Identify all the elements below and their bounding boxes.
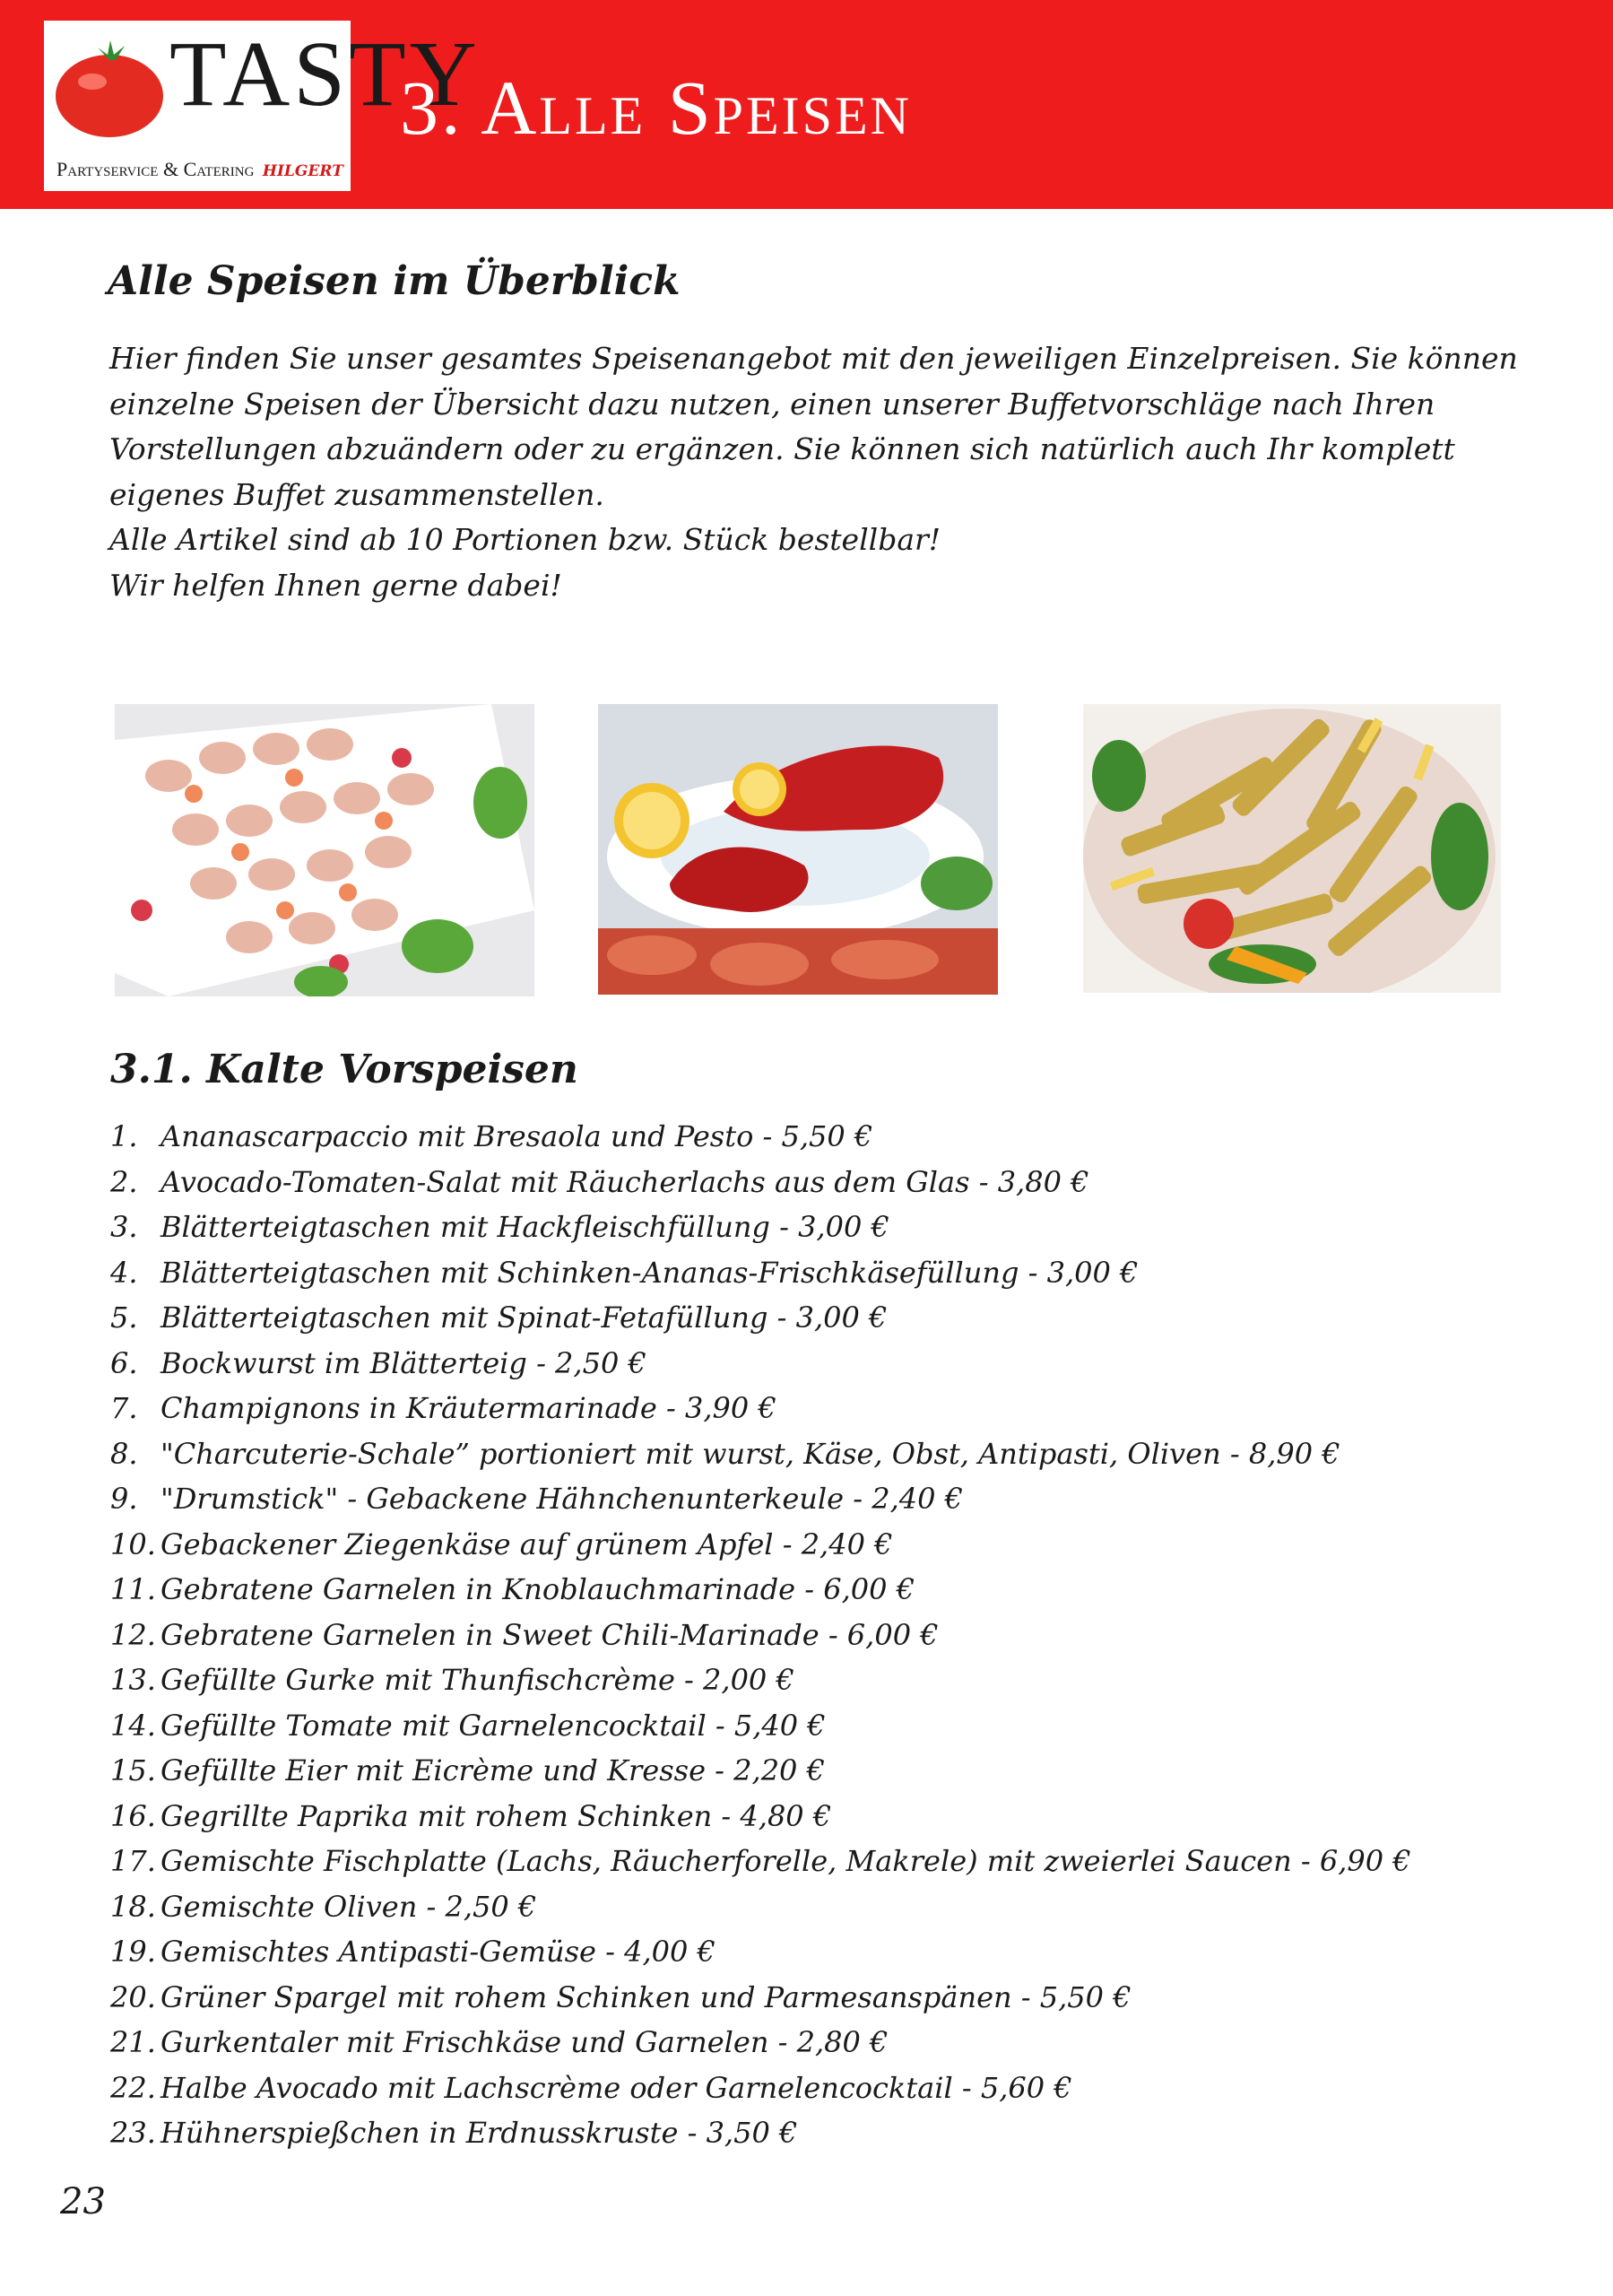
menu-item-number: 19. [110,1935,156,1969]
section-heading: 3.1. Kalte Vorspeisen [110,1047,578,1092]
intro-paragraph: Wir helfen Ihnen gerne dabei! [109,567,562,603]
menu-item-number: 6. [110,1345,138,1380]
menu-item [110,1476,1411,1522]
menu-item-number: 12. [110,1617,156,1652]
tomato-icon [51,30,168,146]
menu-item [110,1748,1411,1794]
brand-tagline-text: Partyservice & Catering [56,158,255,180]
menu-item-text: Blätterteigtaschen mit Spinat-Fetafüllung - 3,00 € [160,1300,888,1335]
menu-item-text: Bockwurst im Blätterteig - 2,50 € [160,1345,646,1380]
menu-item-text: Champignons in Kräutermarinade - 3,90 € [160,1391,776,1425]
menu-item-text: Gefüllte Eier mit Eicrème und Kresse - 2,20 € [160,1753,825,1787]
menu-item-text: Blätterteigtaschen mit Schinken-Ananas-Frischkäsefüllung - 3,00 € [160,1255,1139,1290]
menu-item-text: Gebratene Garnelen in Knoblauchmarinade - 6,00 € [160,1572,915,1606]
menu-item-text: Ananascarpaccio mit Bresaola und Pesto - 5,50 € [160,1119,873,1153]
menu-item-number: 3. [110,1210,138,1244]
menu-item [110,1839,1411,1884]
menu-item-number: 23. [110,2116,156,2150]
menu-item-number: 22. [110,2070,156,2105]
menu-item-number: 7. [110,1391,138,1425]
menu-item [110,2110,1411,2156]
menu-item [110,1522,1411,1568]
menu-item [110,1205,1411,1250]
menu-item-number: 14. [110,1708,156,1743]
menu-item [110,1431,1411,1477]
page-number: 23 [60,2181,106,2222]
brand-signature: hilgert [262,155,343,181]
menu-item-text: "Charcuterie-Schale” portioniert mit wurst, Käse, Obst, Antipasti, Oliven - 8,90 € [160,1436,1340,1471]
menu-item-text: Avocado-Tomaten-Salat mit Räucherlachs aus dem Glas - 3,80 € [160,1164,1089,1199]
menu-item-number: 13. [110,1663,156,1697]
menu-item-text: Gebratene Garnelen in Sweet Chili-Marinade - 6,00 € [160,1617,939,1652]
menu-item-text: Hühnerspießchen in Erdnusskruste - 3,50 € [160,2116,798,2150]
header-bar [0,0,1613,209]
photo-skewers-platter [115,704,534,996]
menu-item [110,1613,1411,1658]
menu-item-number: 16. [110,1798,156,1833]
menu-item [110,1341,1411,1387]
menu-item [110,1703,1411,1749]
menu-item-number: 4. [110,1255,138,1290]
intro-paragraph: Alle Artikel sind ab 10 Portionen bzw. Stück bestellbar! [109,522,941,557]
menu-item-number: 20. [110,1979,156,2014]
menu-item-number: 1. [110,1119,138,1153]
menu-item-number: 21. [110,2025,156,2059]
menu-item-text: Gefüllte Gurke mit Thunfischcrème - 2,00 € [160,1663,794,1697]
menu-item-text: Gegrillte Paprika mit rohem Schinken - 4,80 € [160,1798,832,1833]
menu-item [110,1794,1411,1839]
photo-chicken-skewers [1083,704,1501,993]
photo-lobster [598,704,998,995]
brand-logo [44,21,481,191]
menu-item-number: 18. [110,1889,156,1924]
intro-paragraph: Hier finden Sie unser gesamtes Speisenangebot mit den jeweiligen Einzelpreisen. Sie können einzelne Speisen der Übersicht dazu nutzen, einen unserer Buffetvorschläge nach Ihren Vorstellungen abzuändern oder zu ergänzen. Sie können sich natürlich auch Ihr komplett eigenes Buffet zusammenstellen. [109,341,1518,512]
intro-heading: Alle Speisen im Überblick [108,258,681,304]
menu-item-number: 8. [110,1436,138,1471]
menu-item [110,1160,1411,1205]
menu-item-number: 9. [110,1482,138,1516]
menu-item [110,1929,1411,1975]
brand-tagline [56,155,343,181]
menu-item [110,1114,1411,1160]
menu-item-text: Grüner Spargel mit rohem Schinken und Parmesanspänen - 5,50 € [160,1979,1132,2014]
menu-item-text: Gefüllte Tomate mit Garnelencocktail - 5,40 € [160,1708,826,1743]
menu-item-text: "Drumstick" - Gebackene Hähnchenunterkeule - 2,40 € [160,1482,963,1516]
menu-item [110,1657,1411,1703]
menu-item [110,1567,1411,1613]
menu-item [110,1975,1411,2021]
menu-item-text: Gebackener Ziegenkäse auf grünem Apfel - 2,40 € [160,1526,893,1561]
menu-item-number: 5. [110,1300,138,1335]
menu-item-text: Gemischte Fischplatte (Lachs, Räucherforelle, Makrele) mit zweierlei Saucen - 6,90 € [160,1844,1411,1878]
brand-name: TASTY [169,22,481,126]
menu-item [110,1386,1411,1431]
menu-item-number: 2. [110,1164,138,1199]
intro-text [109,336,1535,608]
menu-list [110,1114,1411,2156]
menu-item [110,1884,1411,1930]
menu-item-number: 11. [110,1572,156,1606]
menu-item [110,1295,1411,1341]
menu-item [110,2020,1411,2066]
menu-item-number: 10. [110,1526,156,1561]
menu-item [110,2066,1411,2111]
menu-item-number: 15. [110,1753,156,1787]
menu-item [110,1250,1411,1296]
menu-item-text: Blätterteigtaschen mit Hackfleischfüllung - 3,00 € [160,1210,889,1244]
menu-item-text: Gemischtes Antipasti-Gemüse - 4,00 € [160,1935,715,1969]
page-title: 3. Alle Speisen [400,65,912,151]
menu-item-text: Gurkentaler mit Frischkäse und Garnelen - 2,80 € [160,2025,889,2059]
menu-item-text: Halbe Avocado mit Lachscrème oder Garnelencocktail - 5,60 € [160,2070,1072,2105]
menu-item-text: Gemischte Oliven - 2,50 € [160,1889,537,1924]
menu-item-number: 17. [110,1844,156,1878]
